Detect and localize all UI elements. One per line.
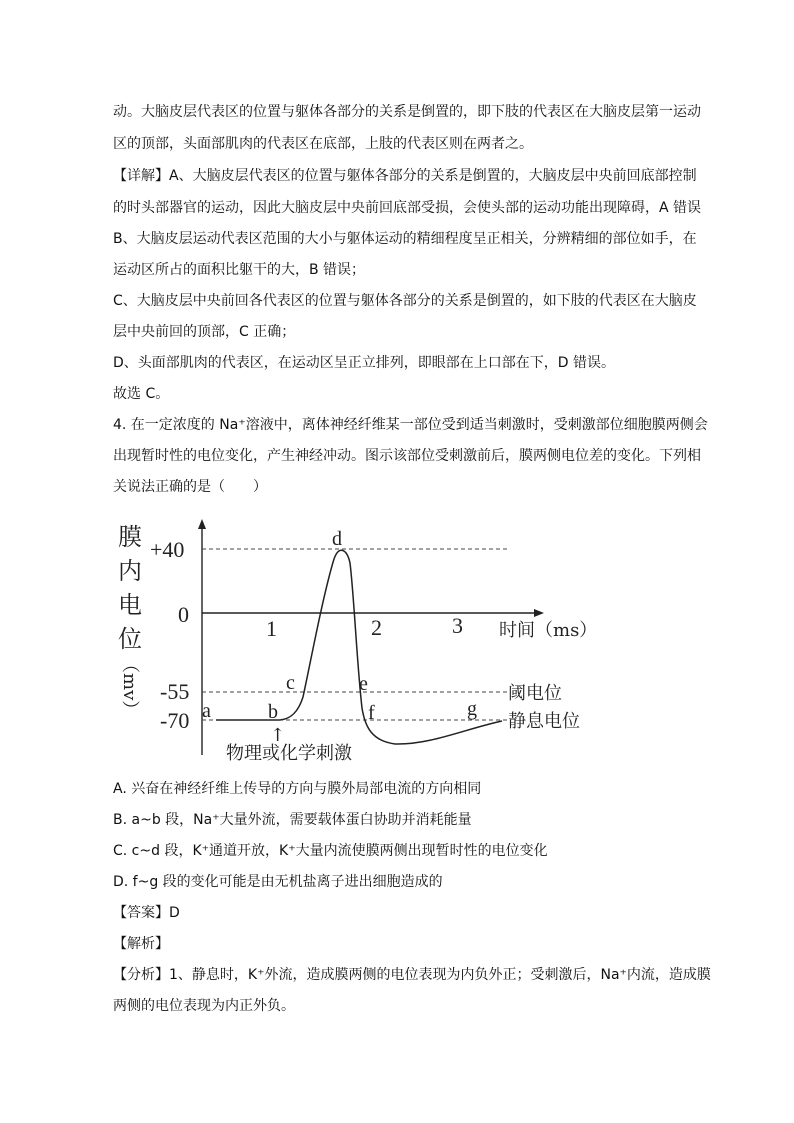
text-line: C、大脑皮层中央前回各代表区的位置与躯体各部分的关系是倒置的，如下肢的代表区在大脑皮 [113, 293, 697, 309]
x-axis-arrow [534, 609, 544, 617]
point-label-c: c [286, 672, 295, 694]
stimulus-label: 物理或化学刺激 [226, 743, 352, 764]
ylabel-char: 位 [118, 625, 142, 653]
point-label-f: f [368, 702, 375, 724]
point-label-b: b [268, 701, 278, 723]
x-tick-label: 3 [452, 613, 463, 638]
membrane-potential-curve [216, 550, 502, 744]
text-line: 层中央前回的顶部，C 正确； [113, 324, 296, 340]
text-line: 的时头部器官的运动，因此大脑皮层中央前回底部受损，会使头部的运动功能出现障碍，A 错误 [113, 200, 702, 216]
action-potential-figure [110, 515, 600, 770]
text-line: 运动区所占的面积比躯干的大，B 错误； [113, 262, 366, 278]
x-tick-label: 1 [266, 616, 277, 641]
text-line: 【详解】A、大脑皮层代表区的位置与躯体各部分的关系是倒置的，大脑皮层中央前回底部控制 [113, 168, 697, 184]
point-label-d: d [332, 528, 342, 550]
resting-label: 静息电位 [508, 711, 580, 732]
text-line: 两侧的电位表现为内正外负。 [113, 998, 295, 1014]
text-line: 【分析】1、静息时，K⁺外流，造成膜两侧的电位表现为内负外正；受刺激后，Na⁺内流，造成膜 [113, 967, 711, 983]
ylabel-char: 内 [118, 557, 142, 585]
option-b: B. a~b 段，Na⁺大量外流，需要载体蛋白协助并消耗能量 [113, 812, 472, 828]
text-line: 故选 C。 [113, 386, 170, 402]
ylabel-char: 膜 [118, 523, 142, 551]
y-tick-label: -70 [160, 708, 190, 733]
text-line: 动。大脑皮层代表区的位置与躯体各部分的关系是倒置的，即下肢的代表区在大脑皮层第一运动 [113, 104, 701, 120]
y-axis-arrow [198, 519, 206, 529]
option-d: D. f~g 段的变化可能是由无机盐离子进出细胞造成的 [113, 874, 443, 890]
y-tick-label: -55 [160, 679, 190, 704]
point-label-g: g [467, 698, 477, 720]
analysis-heading: 【解析】 [113, 936, 169, 952]
y-tick-label: +40 [150, 537, 185, 562]
text-line: 区的顶部，头面部肌肉的代表区在底部，上肢的代表区则在两者之。 [113, 136, 533, 152]
question-stem-line: 4. 在一定浓度的 Na⁺溶液中，离体神经纤维某一部位受到适当刺激时，受刺激部位细胞膜两侧会 [113, 417, 708, 433]
stimulus-arrow: ↑ [270, 725, 286, 746]
question-stem-line: 出现暂时性的电位变化，产生神经冲动。图示该部位受刺激前后，膜两侧电位差的变化。下列相 [113, 448, 701, 464]
point-label-e: e [359, 673, 368, 695]
y-tick-label: 0 [178, 602, 189, 627]
threshold-label: 阈电位 [508, 683, 562, 704]
text-line: B、大脑皮层运动代表区范围的大小与躯体运动的精细程度呈正相关，分辨精细的部位如手，在 [113, 231, 697, 247]
answer-line: 【答案】D [113, 905, 180, 921]
x-tick-label: 2 [371, 615, 382, 640]
point-label-a: a [202, 700, 211, 722]
ylabel-char: 电 [118, 591, 142, 619]
option-c: C. c~d 段，K⁺通道开放，K⁺大量内流使膜两侧出现暂时性的电位变化 [113, 843, 548, 859]
text-line: D、头面部肌肉的代表区，在运动区呈正立排列，即眼部在上口部在下，D 错误。 [113, 355, 616, 371]
x-axis-label: 时间（ms） [499, 620, 598, 641]
ylabel-unit: （mv） [119, 655, 140, 719]
option-a: A. 兴奋在神经纤维上传导的方向与膜外局部电流的方向相同 [113, 781, 482, 797]
question-stem-line: 关说法正确的是（ ） [113, 479, 267, 495]
